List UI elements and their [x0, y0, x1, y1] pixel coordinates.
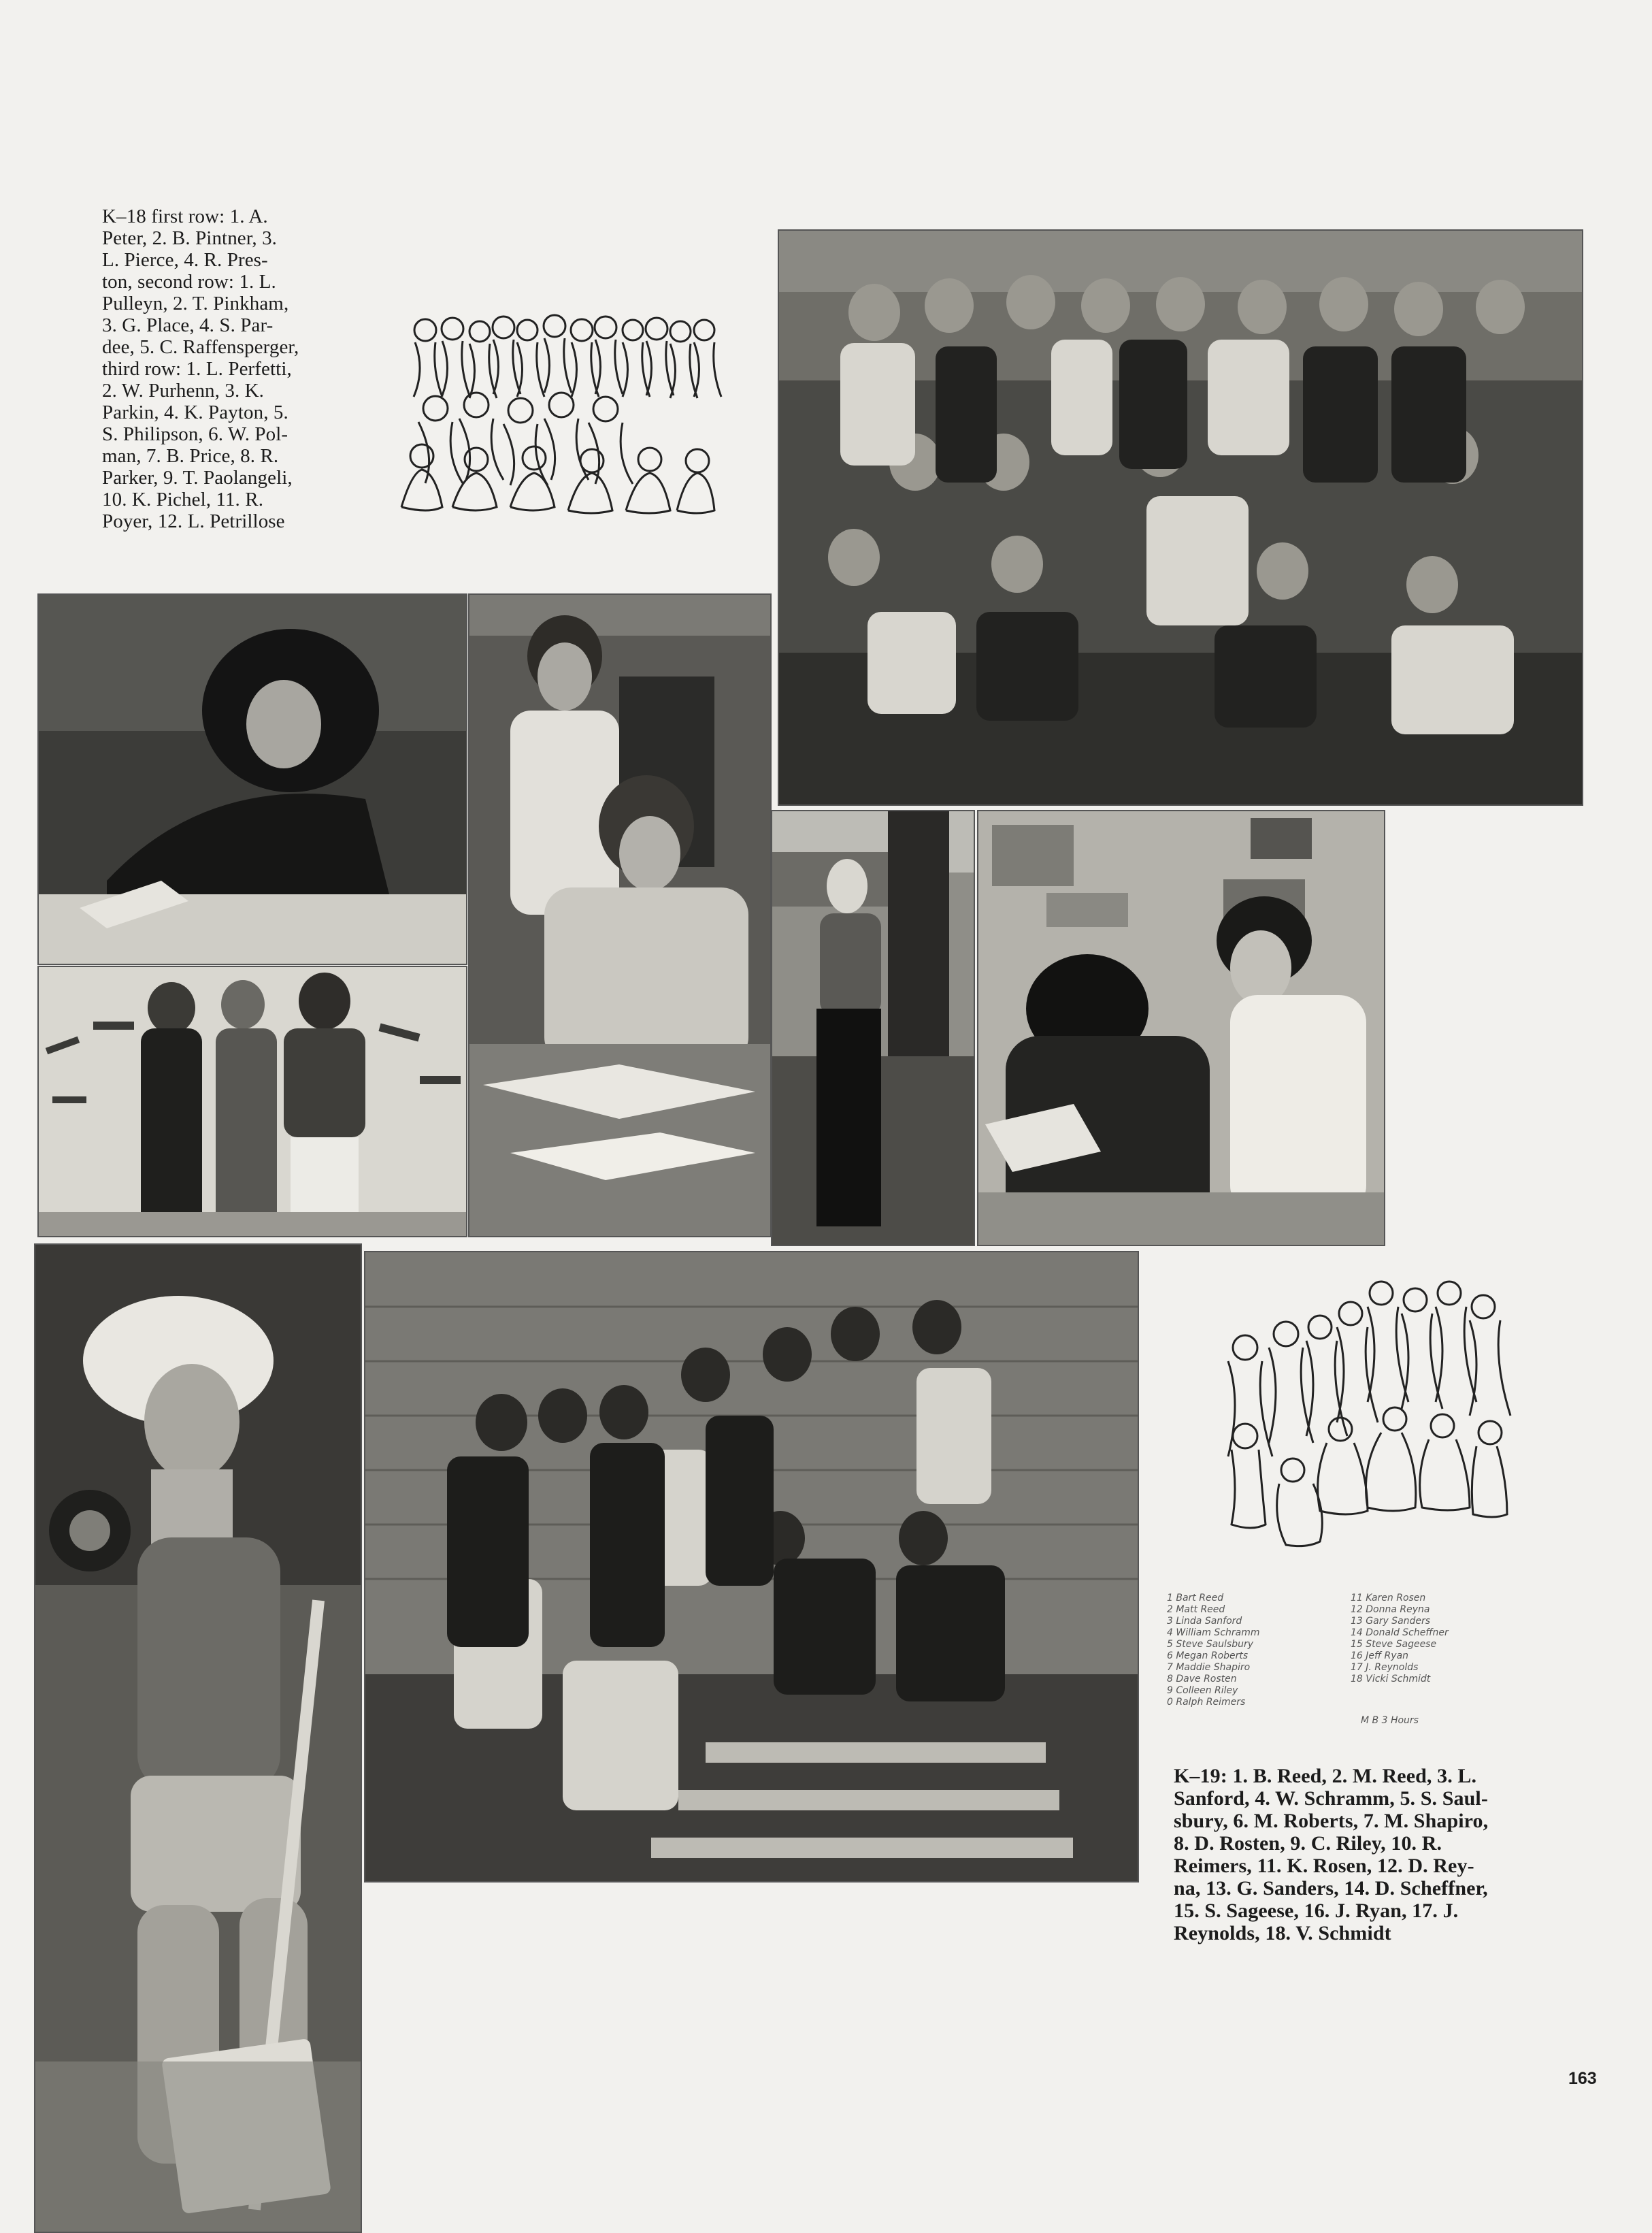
- k18-group-photo: [778, 229, 1583, 806]
- handwritten-note: 15 Steve Sageese: [1351, 1639, 1437, 1650]
- handwritten-notes-left: [1167, 1593, 1344, 1708]
- handwritten-note: 16 Jeff Ryan: [1351, 1650, 1409, 1661]
- handwritten-note: 17 J. Reynolds: [1351, 1662, 1419, 1673]
- student-writing-photo: [37, 593, 467, 965]
- handwritten-note-extra: M B 3 Hours: [1361, 1715, 1419, 1726]
- k19-caption: K–19: 1. B. Reed, 2. M. Reed, 3. L. Sanford, 4. W. Schramm, 5. S. Saul- sbury, 6. M. Roberts, 7. M. Shapiro, 8. D. Rosten, 9. C. Riley, 10. R. Reimers, 11. K. Rosen, 12. D. Rey- na, 13. G. Sanders, 14. D. Scheffner, 15. S. Sageese, 16. J. Ryan, 17. J. Reynolds, 18. V. Schmidt: [1174, 1765, 1489, 1944]
- handwritten-note: 3 Linda Sanford: [1167, 1616, 1242, 1627]
- k18-key-sketch: [388, 303, 728, 521]
- students-reading-photo: [977, 810, 1385, 1246]
- handwritten-note: 6 Megan Roberts: [1167, 1650, 1249, 1661]
- handwritten-note: 7 Maddie Shapiro: [1167, 1662, 1251, 1673]
- handwritten-note: 13 Gary Sanders: [1351, 1616, 1431, 1627]
- handwritten-note: 11 Karen Rosen: [1351, 1593, 1426, 1603]
- handwritten-note: 9 Colleen Riley: [1167, 1685, 1238, 1696]
- girl-by-tree-photo: [771, 810, 975, 1246]
- boys-at-desk-photo: [468, 593, 772, 1237]
- k19-key-sketch: [1204, 1266, 1517, 1552]
- handwritten-note: 18 Vicki Schmidt: [1351, 1674, 1431, 1684]
- handwritten-note: 14 Donald Scheffner: [1351, 1627, 1449, 1638]
- handwritten-notes-right: [1351, 1593, 1555, 1685]
- girls-talking-photo: [37, 966, 467, 1237]
- handwritten-note: 2 Matt Reed: [1167, 1604, 1225, 1615]
- k18-caption: K–18 first row: 1. A. Peter, 2. B. Pintner, 3. L. Pierce, 4. R. Pres- ton, second row: 1. L. Pulleyn, 2. T. Pinkham, 3. G. Place, 4. S. Par- dee, 5. C. Raffensperger, third row: 1. L. Perfetti, 2. W. Purhenn, 3. K. Parkin, 4. K. Payton, 5. S. Philipson, 6. W. Pol- man, 7. B. Price, 8. R. Parker, 9. T. Paolangeli, 10. K. Pichel, 11. R. Poyer, 12. L. Petrillose: [102, 206, 299, 532]
- handwritten-note: 0 Ralph Reimers: [1167, 1697, 1246, 1708]
- handwritten-note: 1 Bart Reed: [1167, 1593, 1224, 1603]
- handwritten-note: 4 William Schramm: [1167, 1627, 1260, 1638]
- page-number: 163: [1568, 2069, 1597, 2088]
- handwritten-note: 12 Donna Reyna: [1351, 1604, 1430, 1615]
- k19-group-photo: [364, 1251, 1139, 1882]
- girl-with-flute-photo: [34, 1243, 362, 2233]
- handwritten-note: 8 Dave Rosten: [1167, 1674, 1237, 1684]
- handwritten-note: 5 Steve Saulsbury: [1167, 1639, 1254, 1650]
